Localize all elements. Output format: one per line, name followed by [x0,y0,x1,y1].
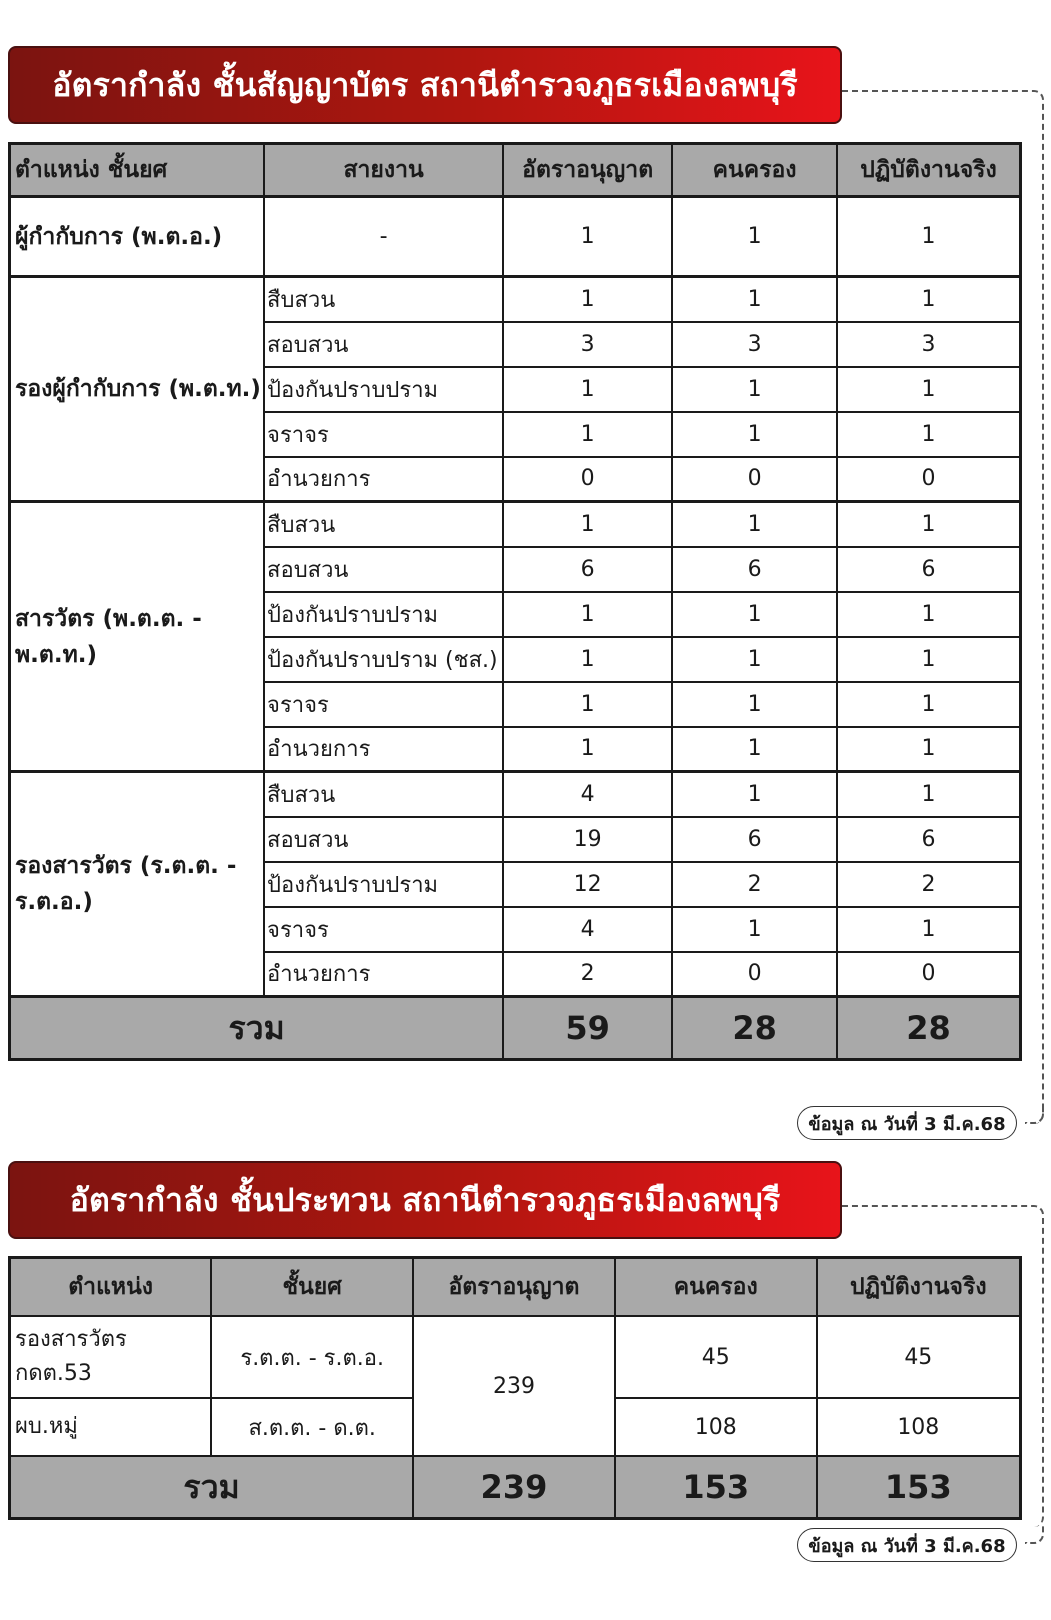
allowed-cell: 6 [503,547,672,592]
total-label: รวม [10,1456,414,1519]
position-cell: ผบ.หมู่ [10,1398,212,1456]
held-cell: 1 [672,592,837,637]
allowed-cell: 1 [503,367,672,412]
unit-cell: ป้องกันปราบปราม (ชส.) [264,637,503,682]
position-cell: รองสารวัตร กดต.53 [10,1316,212,1398]
position-cell: สารวัตร (พ.ต.ต. - พ.ต.ท.) [10,502,265,772]
held-cell: 1 [672,682,837,727]
total-label: รวม [10,997,504,1060]
section2-title: อัตรากำลัง ชั้นประทวน สถานีตำรวจภูธรเมืองลพบุรี [69,1180,781,1219]
unit-cell: สืบสวน [264,502,503,547]
actual-cell: 1 [837,907,1020,952]
allowed-cell: 1 [503,682,672,727]
section2-title-banner [8,1161,842,1239]
actual-cell: 0 [837,952,1020,997]
actual-cell: 6 [837,817,1020,862]
rank-cell: ร.ต.ต. - ร.ต.อ. [211,1316,413,1398]
allowed-cell: 1 [503,502,672,547]
header-actual: ปฏิบัติงานจริง [837,144,1020,197]
allowed-merged-cell: 239 [413,1316,615,1456]
table-row [10,502,1021,547]
actual-cell: 1 [837,682,1020,727]
actual-cell: 108 [817,1398,1021,1456]
held-cell: 1 [672,772,837,817]
allowed-cell: 3 [503,322,672,367]
actual-cell: 1 [837,367,1020,412]
actual-cell: 1 [837,637,1020,682]
held-cell: 3 [672,322,837,367]
nco-staffing-table [8,1256,1022,1520]
allowed-cell: 12 [503,862,672,907]
data-date-note-text: ข้อมูล ณ วันที่ 3 มี.ค.68 [808,1535,1006,1557]
table-row [10,772,1021,817]
actual-cell: 1 [837,277,1020,322]
data-date-note [797,1528,1017,1562]
header-rank: ชั้นยศ [211,1258,413,1317]
allowed-cell: 1 [503,637,672,682]
position-cell: ผู้กำกับการ (พ.ต.อ.) [10,197,265,277]
actual-cell: 1 [837,502,1020,547]
header-held: คนครอง [615,1258,817,1317]
unit-cell: ป้องกันปราบปราม [264,862,503,907]
header-actual: ปฏิบัติงานจริง [817,1258,1021,1317]
header-allowed: อัตราอนุญาต [413,1258,615,1317]
allowed-cell: 1 [503,197,672,277]
held-cell: 45 [615,1316,817,1398]
unit-cell: จราจร [264,907,503,952]
allowed-cell: 19 [503,817,672,862]
allowed-cell: 0 [503,457,672,502]
unit-cell: ป้องกันปราบปราม [264,367,503,412]
held-cell: 6 [672,817,837,862]
total-row [10,1456,1021,1519]
header-position: ตำแหน่ง ชั้นยศ [10,144,265,197]
actual-cell: 2 [837,862,1020,907]
dashed-connector-end [1025,1525,1044,1544]
allowed-cell: 1 [503,727,672,772]
unit-cell: สืบสวน [264,772,503,817]
allowed-cell: 4 [503,907,672,952]
actual-cell: 45 [817,1316,1021,1398]
total-actual: 28 [837,997,1020,1060]
total-actual: 153 [817,1456,1021,1519]
held-cell: 6 [672,547,837,592]
unit-cell: สืบสวน [264,277,503,322]
held-cell: 1 [672,412,837,457]
held-cell: 0 [672,952,837,997]
held-cell: 2 [672,862,837,907]
actual-cell: 1 [837,727,1020,772]
total-row [10,997,1021,1060]
allowed-cell: 2 [503,952,672,997]
unit-cell: - [264,197,503,277]
held-cell: 1 [672,727,837,772]
total-allowed: 59 [503,997,672,1060]
total-allowed: 239 [413,1456,615,1519]
actual-cell: 0 [837,457,1020,502]
table-row [10,277,1021,322]
unit-cell: สอบสวน [264,817,503,862]
actual-cell: 1 [837,197,1020,277]
rank-cell: ส.ต.ต. - ด.ต. [211,1398,413,1456]
position-cell: รองผู้กำกับการ (พ.ต.ท.) [10,277,265,502]
unit-cell: สอบสวน [264,322,503,367]
header-allowed: อัตราอนุญาต [503,144,672,197]
allowed-cell: 1 [503,277,672,322]
section1-title-banner [8,46,842,124]
table-row [10,1316,1021,1398]
section1-title: อัตรากำลัง ชั้นสัญญาบัตร สถานีตำรวจภูธรเมืองลพบุรี [52,65,798,104]
header-position: ตำแหน่ง [10,1258,212,1317]
data-date-note [797,1106,1017,1140]
held-cell: 108 [615,1398,817,1456]
unit-cell: สอบสวน [264,547,503,592]
actual-cell: 6 [837,547,1020,592]
data-date-note-text: ข้อมูล ณ วันที่ 3 มี.ค.68 [808,1113,1006,1135]
unit-cell: อำนวยการ [264,457,503,502]
unit-cell: อำนวยการ [264,727,503,772]
officer-staffing-table [8,142,1022,1061]
header-held: คนครอง [672,144,837,197]
held-cell: 1 [672,907,837,952]
total-held: 28 [672,997,837,1060]
held-cell: 1 [672,367,837,412]
actual-cell: 3 [837,322,1020,367]
position-cell: รองสารวัตร (ร.ต.ต. - ร.ต.อ.) [10,772,265,997]
unit-cell: จราจร [264,412,503,457]
actual-cell: 1 [837,772,1020,817]
actual-cell: 1 [837,592,1020,637]
actual-cell: 1 [837,412,1020,457]
held-cell: 1 [672,502,837,547]
held-cell: 0 [672,457,837,502]
held-cell: 1 [672,197,837,277]
allowed-cell: 4 [503,772,672,817]
header-unit: สายงาน [264,144,503,197]
unit-cell: อำนวยการ [264,952,503,997]
allowed-cell: 1 [503,412,672,457]
allowed-cell: 1 [503,592,672,637]
table-row [10,197,1021,277]
total-held: 153 [615,1456,817,1519]
unit-cell: จราจร [264,682,503,727]
dashed-connector-end [1025,1105,1044,1124]
held-cell: 1 [672,277,837,322]
unit-cell: ป้องกันปราบปราม [264,592,503,637]
held-cell: 1 [672,637,837,682]
